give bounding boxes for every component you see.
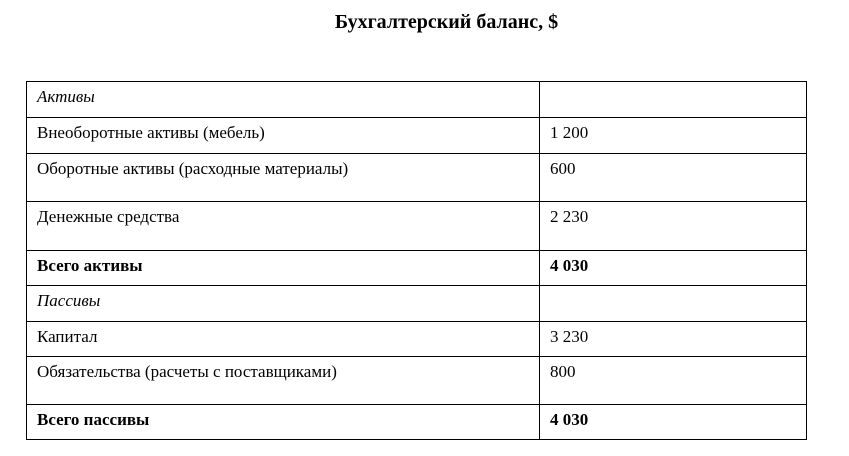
table-row-current-assets bbox=[27, 154, 807, 202]
row-label: Капитал bbox=[27, 322, 540, 357]
row-label: Всего активы bbox=[27, 251, 540, 286]
table-row-cash bbox=[27, 202, 807, 251]
row-label: Всего пассивы bbox=[27, 405, 540, 440]
row-label: Обязательства (расчеты с поставщиками) bbox=[27, 357, 540, 405]
table-row-liabilities-header bbox=[27, 286, 807, 322]
row-value: 600 bbox=[540, 154, 807, 202]
row-label: Активы bbox=[27, 82, 540, 118]
table-row-total-assets bbox=[27, 251, 807, 286]
row-label: Денежные средства bbox=[27, 202, 540, 251]
document-title: Бухгалтерский баланс, $ bbox=[334, 11, 559, 33]
row-value bbox=[540, 82, 807, 118]
row-value: 3 230 bbox=[540, 322, 807, 357]
row-label: Внеоборотные активы (мебель) bbox=[27, 118, 540, 154]
table-row-capital bbox=[27, 322, 807, 357]
row-label: Пассивы bbox=[27, 286, 540, 322]
row-value: 4 030 bbox=[540, 405, 807, 440]
row-value: 800 bbox=[540, 357, 807, 405]
table-row-total-liabilities bbox=[27, 405, 807, 440]
row-value: 1 200 bbox=[540, 118, 807, 154]
row-value: 2 230 bbox=[540, 202, 807, 251]
balance-sheet-table bbox=[26, 81, 807, 440]
row-value: 4 030 bbox=[540, 251, 807, 286]
table-row-obligations bbox=[27, 357, 807, 405]
row-value bbox=[540, 286, 807, 322]
table-row-assets-header bbox=[27, 82, 807, 118]
table-row-noncurrent-assets bbox=[27, 118, 807, 154]
row-label: Оборотные активы (расходные материалы) bbox=[27, 154, 540, 202]
